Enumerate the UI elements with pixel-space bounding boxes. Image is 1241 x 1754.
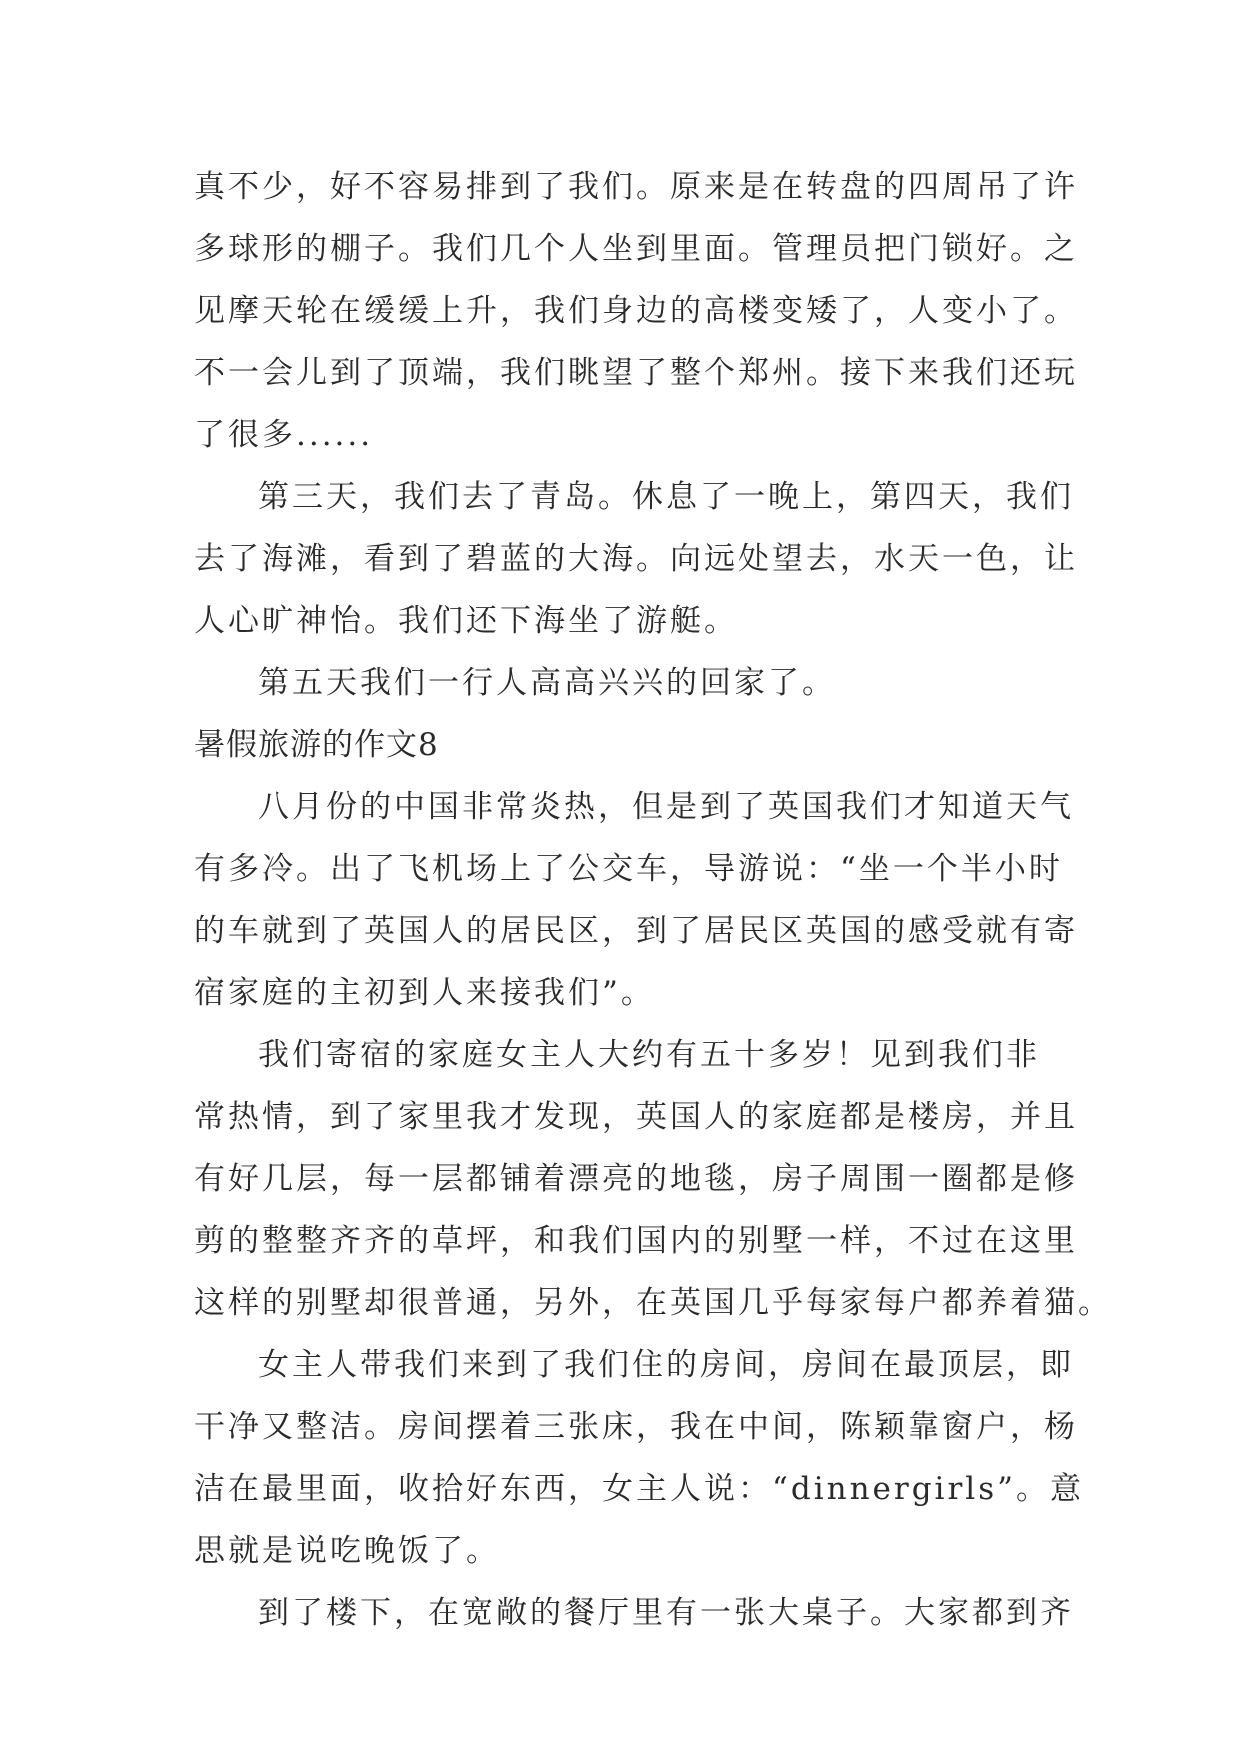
text-line: 剪的整整齐齐的草坪，和我们国内的别墅一样，不过在这里: [194, 1223, 1078, 1259]
text-line: 去了海滩，看到了碧蓝的大海。向远处望去，水天一色，让: [194, 541, 1078, 577]
paragraph-first-line: 我们寄宿的家庭女主人大约有五十多岁！见到我们非: [258, 1037, 1040, 1073]
text-line: 有多冷。出了飞机场上了公交车，导游说：“坐一个半小时: [194, 851, 1063, 887]
text-line: 人心旷神怡。我们还下海坐了游艇。: [194, 603, 738, 639]
text-line: 不一会儿到了顶端，我们眺望了整个郑州。接下来我们还玩: [194, 355, 1078, 391]
text-line: 常热情，到了家里我才发现，英国人的家庭都是楼房，并且: [194, 1099, 1078, 1135]
paragraph-first-line: 八月份的中国非常炎热，但是到了英国我们才知道天气: [258, 789, 1074, 825]
essay-body: [194, 156, 1112, 1644]
text-line: 有好几层，每一层都铺着漂亮的地毯，房子周围一圈都是修: [194, 1161, 1078, 1197]
text-line: 的车就到了英国人的居民区，到了居民区英国的感受就有寄: [194, 913, 1078, 949]
text-line: 思就是说吃晚饭了。: [194, 1533, 500, 1569]
text-line: 见摩天轮在缓缓上升，我们身边的高楼变矮了，人变小了。: [194, 293, 1078, 329]
text-line: 这样的别墅却很普通，另外，在英国几乎每家每户都养着猫。: [194, 1285, 1112, 1321]
text-line: 干净又整洁。房间摆着三张床，我在中间，陈颖靠窗户，杨: [194, 1409, 1078, 1445]
text-line: 真不少，好不容易排到了我们。原来是在转盘的四周吊了许: [194, 169, 1078, 205]
text-line: 了很多......: [194, 417, 374, 453]
paragraph-first-line: 第五天我们一行人高高兴兴的回家了。: [258, 665, 836, 701]
paragraph-first-line: 第三天，我们去了青岛。休息了一晚上，第四天，我们: [258, 479, 1074, 515]
section-heading: 暑假旅游的作文8: [194, 727, 439, 763]
text-line: 宿家庭的主初到人来接我们”。: [194, 975, 655, 1011]
paragraph-first-line: 到了楼下，在宽敞的餐厅里有一张大桌子。大家都到齐: [258, 1595, 1074, 1631]
paragraph-first-line: 女主人带我们来到了我们住的房间，房间在最顶层，即: [258, 1347, 1074, 1383]
text-line: 多球形的棚子。我们几个人坐到里面。管理员把门锁好。之: [194, 231, 1078, 267]
text-line: 洁在最里面，收拾好东西，女主人说：“dinnergirls”。意: [194, 1471, 1084, 1507]
